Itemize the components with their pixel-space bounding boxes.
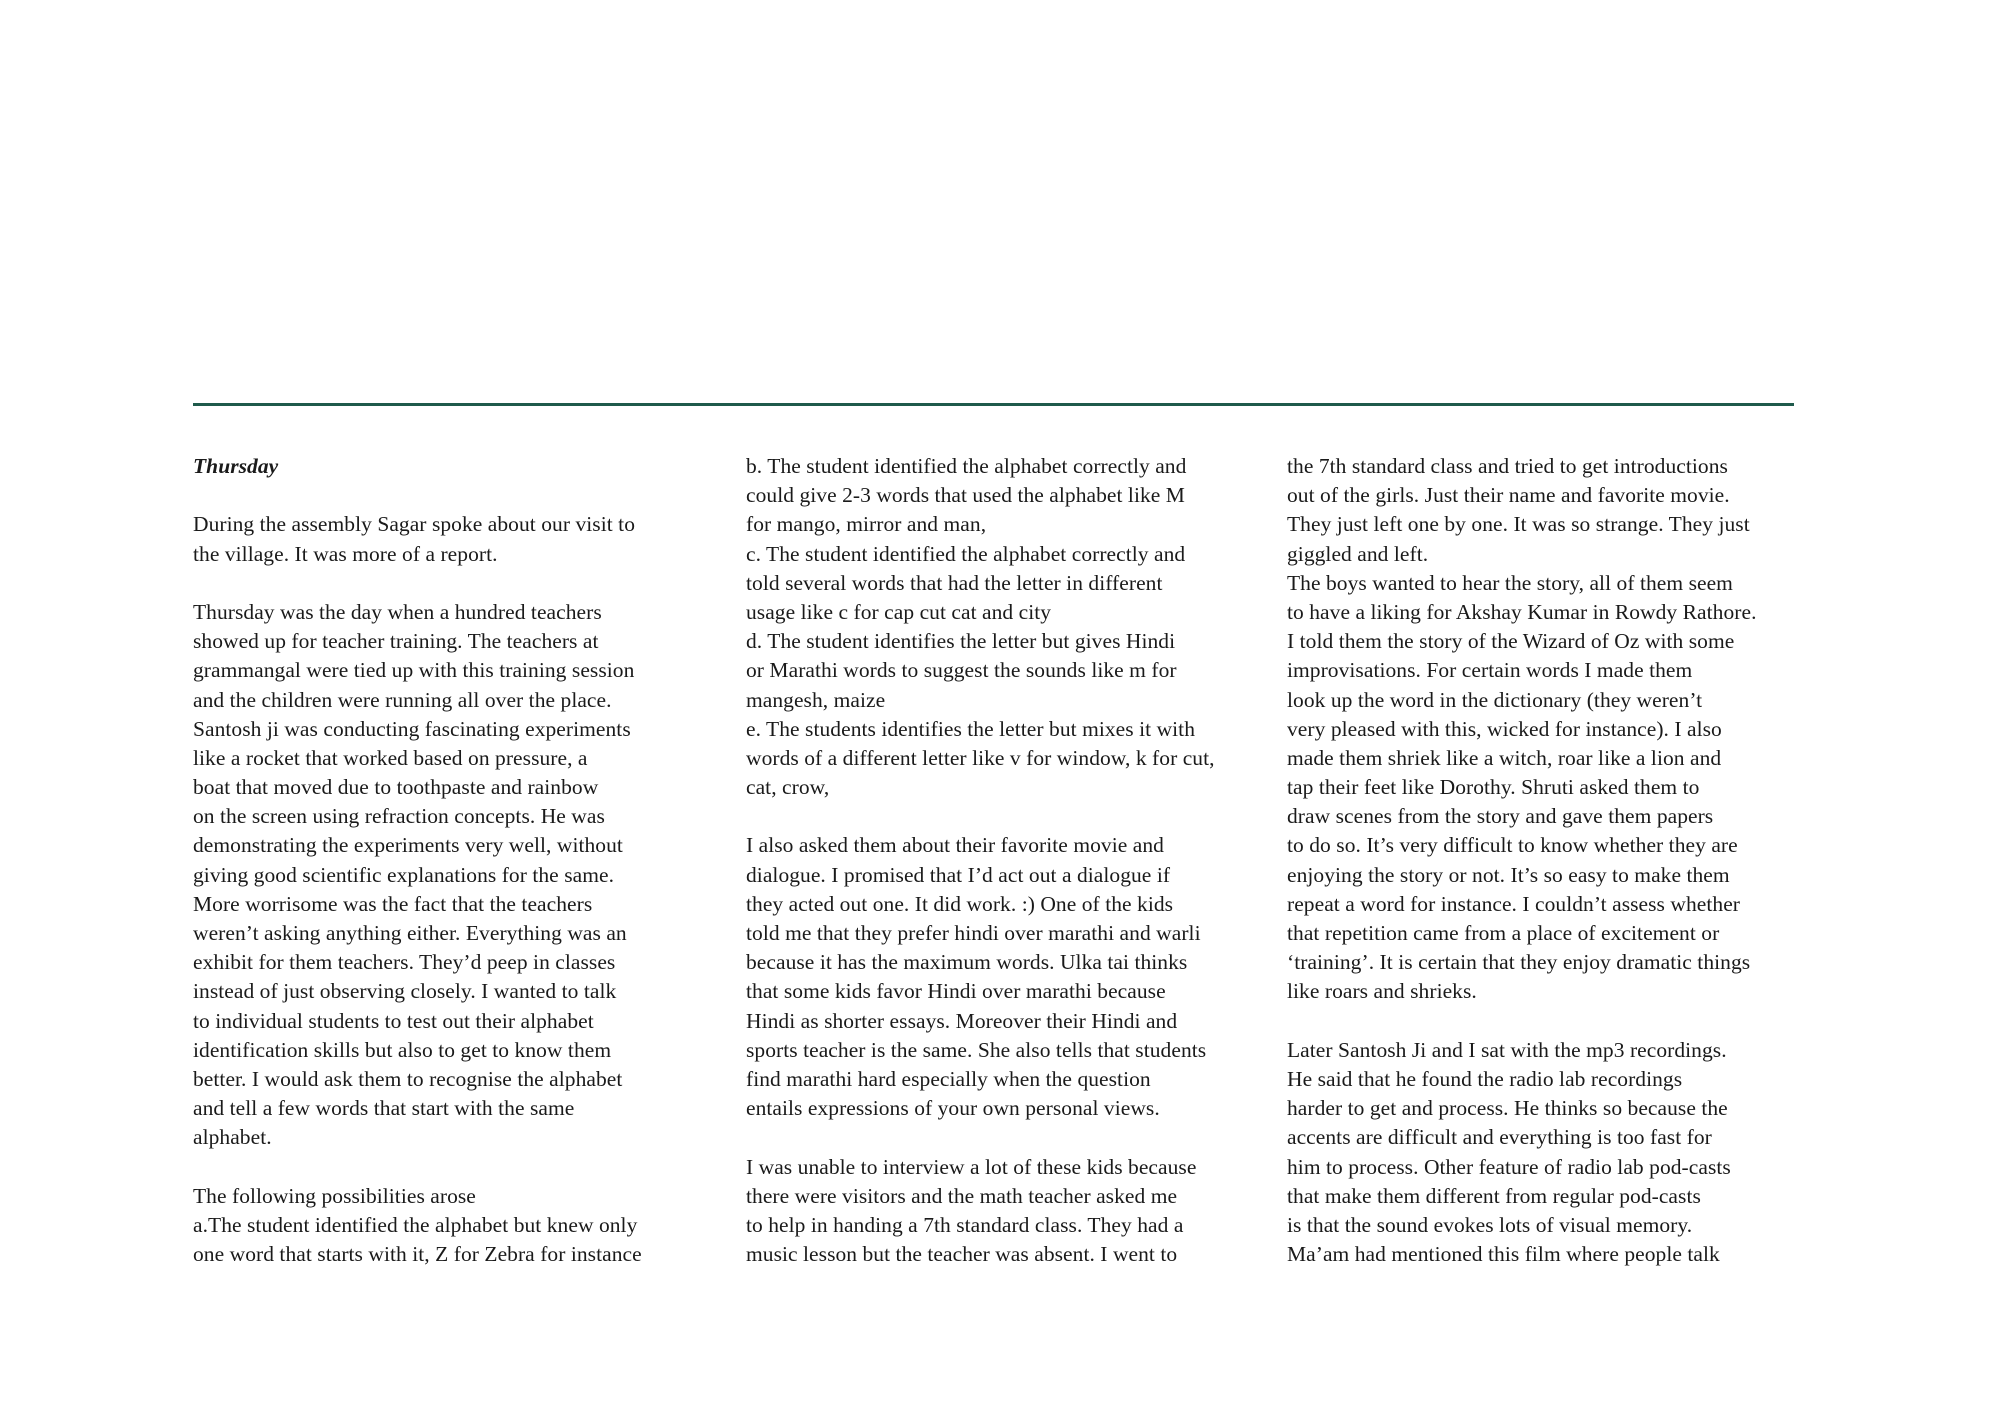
text-line: They just left one by one. It was so strange. They just [1287, 512, 1750, 537]
text-line: like a rocket that worked based on pressure, a [193, 745, 588, 770]
text-line: The following possibilities arose [193, 1183, 476, 1208]
paragraph [193, 1182, 703, 1270]
paragraph [193, 510, 703, 568]
column-body [193, 510, 703, 1269]
text-line: weren’t asking anything either. Everything was an [193, 921, 627, 945]
text-line: to individual students to test out their alphabet [193, 1008, 594, 1033]
text-line: better. I would ask them to recognise the alphabet [193, 1066, 623, 1091]
text-line: I told them the story of the Wizard of Oz with some [1287, 629, 1735, 654]
paragraph-gap [1287, 1007, 1797, 1036]
text-line: giggled and left. [1287, 541, 1429, 566]
column-body [1287, 452, 1797, 1269]
text-line: could give 2-3 words that used the alphabet like M [746, 483, 1185, 508]
text-line: harder to get and process. He thinks so because the [1287, 1096, 1728, 1121]
text-line: During the assembly Sagar spoke about our visit to [193, 512, 635, 537]
text-line: draw scenes from the story and gave them papers [1287, 804, 1714, 829]
text-line: c. The student identified the alphabet correctly and [746, 541, 1186, 566]
paragraph-gap [193, 481, 703, 510]
text-line: b. The student identified the alphabet correctly and [746, 454, 1187, 478]
column-body [746, 452, 1256, 1269]
paragraph-gap [746, 802, 1256, 831]
text-line: a.The student identified the alphabet but knew only [193, 1212, 638, 1237]
text-line: to do so. It’s very difficult to know whether they are [1287, 833, 1738, 858]
text-line: alphabet. [193, 1125, 272, 1150]
text-line: identification skills but also to get to know them [193, 1037, 612, 1062]
text-line: grammangal were tied up with this training session [193, 658, 635, 683]
text-line: demonstrating the experiments very well, without [193, 833, 623, 858]
text-line: that make them different from regular pod-casts [1287, 1183, 1701, 1208]
text-line: More worrisome was the fact that the teachers [193, 891, 593, 916]
text-line: out of the girls. Just their name and favorite movie. [1287, 483, 1730, 508]
text-column-2 [746, 452, 1256, 1269]
text-line: Thursday was the day when a hundred teachers [193, 599, 602, 624]
text-line: mangesh, maize [746, 687, 886, 712]
text-line: ‘training’. It is certain that they enjoy dramatic things [1287, 950, 1751, 975]
text-line: made them shriek like a witch, roar like a lion and [1287, 745, 1722, 770]
text-line: because it has the maximum words. Ulka tai thinks [746, 950, 1188, 975]
text-line: is that the sound evokes lots of visual memory. [1287, 1212, 1693, 1237]
text-line: repeat a word for instance. I couldn’t assess whether [1287, 891, 1740, 916]
paragraph [1287, 452, 1797, 1007]
text-line: for mango, mirror and man, [746, 512, 987, 537]
paragraph [746, 831, 1256, 1123]
text-line: the village. It was more of a report. [193, 541, 498, 566]
text-line: him to process. Other feature of radio lab pod-casts [1287, 1154, 1731, 1179]
text-line: like roars and shrieks. [1287, 979, 1477, 1004]
paragraph-gap [193, 1153, 703, 1182]
text-line: and the children were running all over the place. [193, 687, 612, 712]
text-line: d. The student identifies the letter but gives Hindi [746, 629, 1176, 654]
text-line: dialogue. I promised that I’d act out a dialogue if [746, 862, 1171, 887]
text-line: that repetition came from a place of excitement or [1287, 921, 1720, 945]
paragraph [746, 452, 1256, 802]
text-line: they acted out one. It did work. :) One of the kids [746, 891, 1174, 916]
text-column-1 [193, 452, 703, 1269]
text-line: there were visitors and the math teacher asked me [746, 1183, 1178, 1208]
text-line: look up the word in the dictionary (they weren’t [1287, 687, 1703, 712]
text-line: He said that he found the radio lab recordings [1287, 1066, 1683, 1091]
text-line: usage like c for cap cut cat and city [746, 599, 1052, 624]
header-rule [193, 403, 1794, 406]
text-line: I was unable to interview a lot of these kids because [746, 1154, 1197, 1179]
text-line: I also asked them about their favorite movie and [746, 833, 1164, 858]
text-line: accents are difficult and everything is too fast for [1287, 1125, 1712, 1150]
text-line: exhibit for them teachers. They’d peep in classes [193, 950, 616, 975]
paragraph-gap [193, 569, 703, 598]
text-line: improvisations. For certain words I made them [1287, 658, 1693, 683]
text-line: words of a different letter like v for window, k for cut, [746, 745, 1215, 770]
text-line: to have a liking for Akshay Kumar in Rowdy Rathore. [1287, 599, 1757, 624]
text-column-3 [1287, 452, 1797, 1269]
text-line: enjoying the story or not. It’s so easy to make them [1287, 862, 1730, 887]
text-line: the 7th standard class and tried to get introductions [1287, 454, 1728, 478]
text-line: that some kids favor Hindi over marathi because [746, 979, 1166, 1004]
text-line: and tell a few words that start with the same [193, 1096, 575, 1121]
text-line: told me that they prefer hindi over marathi and warli [746, 921, 1201, 945]
text-line: Later Santosh Ji and I sat with the mp3 recordings. [1287, 1037, 1727, 1062]
text-line: giving good scientific explanations for the same. [193, 862, 614, 887]
text-line: tap their feet like Dorothy. Shruti asked them to [1287, 775, 1700, 800]
paragraph-gap [746, 1123, 1256, 1152]
text-line: told several words that had the letter in different [746, 570, 1163, 595]
text-line: find marathi hard especially when the question [746, 1066, 1151, 1091]
paragraph [1287, 1036, 1797, 1270]
text-line: or Marathi words to suggest the sounds like m for [746, 658, 1177, 683]
text-line: boat that moved due to toothpaste and rainbow [193, 775, 599, 800]
text-line: music lesson but the teacher was absent. I went to [746, 1242, 1178, 1267]
text-line: Santosh ji was conducting fascinating experiments [193, 716, 631, 741]
text-line: entails expressions of your own personal views. [746, 1096, 1160, 1121]
text-line: cat, crow, [746, 775, 830, 800]
text-line: sports teacher is the same. She also tells that students [746, 1037, 1207, 1062]
text-line: showed up for teacher training. The teachers at [193, 629, 599, 654]
paragraph [193, 598, 703, 1153]
text-line: one word that starts with it, Z for Zebra for instance [193, 1242, 642, 1267]
text-line: to help in handing a 7th standard class. They had a [746, 1212, 1184, 1237]
text-line: instead of just observing closely. I wanted to talk [193, 979, 617, 1004]
text-line: The boys wanted to hear the story, all of them seem [1287, 570, 1733, 595]
paragraph [746, 1153, 1256, 1270]
text-line: Hindi as shorter essays. Moreover their Hindi and [746, 1008, 1178, 1033]
text-line: Ma’am had mentioned this film where people talk [1287, 1242, 1720, 1267]
text-line: e. The students identifies the letter but mixes it with [746, 716, 1195, 741]
section-heading: Thursday [193, 454, 279, 478]
text-line: very pleased with this, wicked for instance). I also [1287, 716, 1722, 741]
text-line: on the screen using refraction concepts. He was [193, 804, 605, 829]
